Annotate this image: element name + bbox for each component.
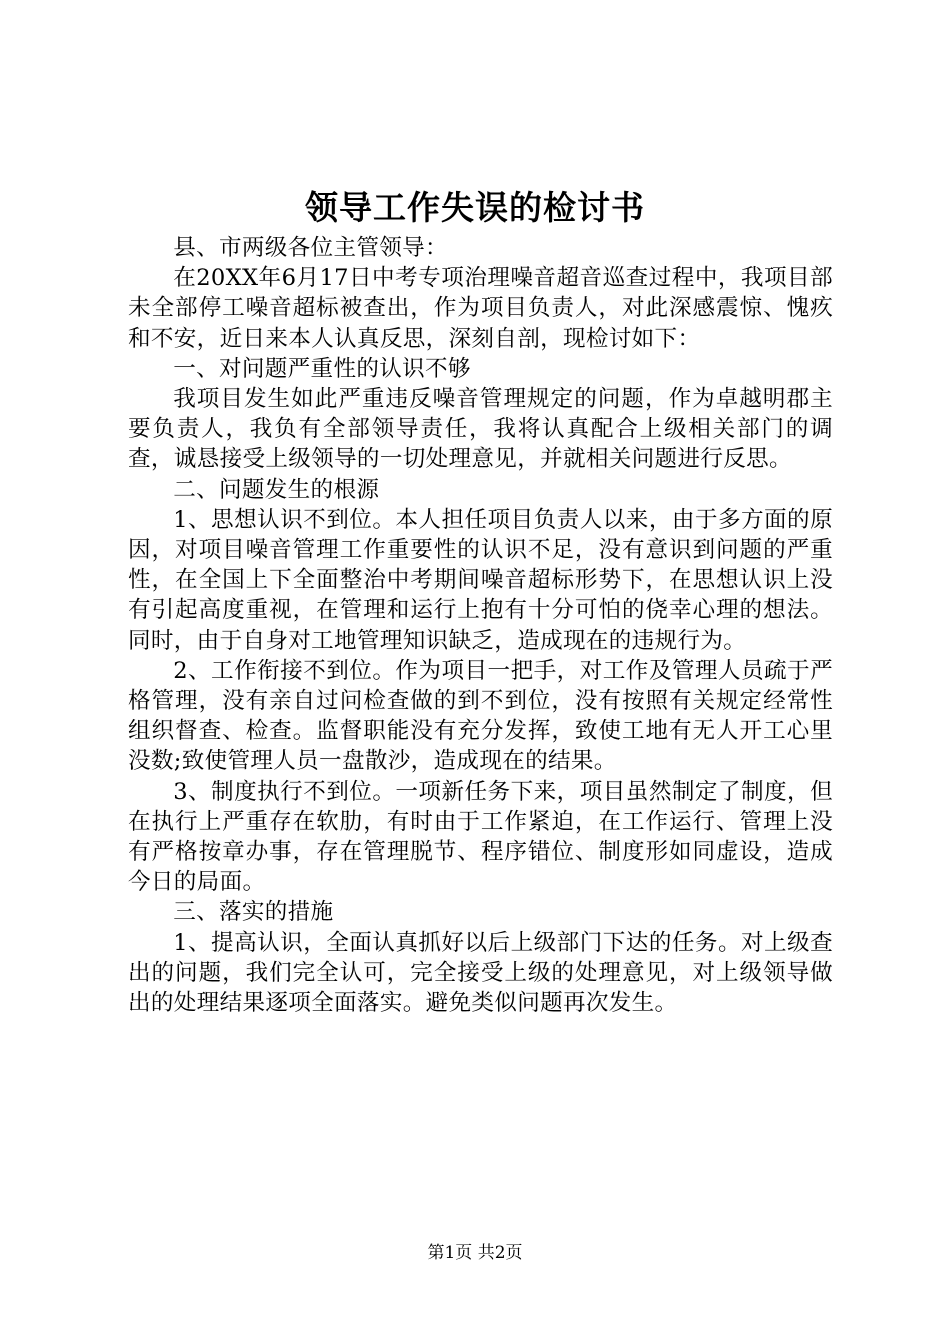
section-1-paragraph: 我项目发生如此严重违反噪音管理规定的问题，作为卓越明郡主要负责人，我负有全部领导责任，我将认真配合上级相关部门的调查，诚恳接受上级领导的一切处理意见，并就相关问题进行反思。 bbox=[128, 386, 833, 473]
section-heading-2: 二、问题发生的根源 bbox=[173, 476, 380, 503]
intro-paragraph: 在20XX年6月17日中考专项治理噪音超音巡查过程中，我项目部未全部停工噪音超标被查出，作为项目负责人，对此深感震惊、愧疚和不安，近日来本人认真反思，深刻自剖，现检讨如下： bbox=[128, 265, 833, 352]
salutation: 县、市两级各位主管领导： bbox=[173, 235, 448, 261]
section-2-item-2: 2、工作衔接不到位。作为项目一把手，对工作及管理人员疏于严格管理，没有亲自过问检查做的到不到位，没有按照有关规定经常性组织督查、检查。监督职能没有充分发挥，致使工地有无人开工心里没数;致使管理人员一盘散沙，造成现在的结果。 bbox=[128, 657, 833, 775]
section-heading-3: 三、落实的措施 bbox=[173, 899, 334, 926]
document-body bbox=[128, 233, 833, 1018]
section-2-item-3: 3、制度执行不到位。一项新任务下来，项目虽然制定了制度，但在执行上严重存在软肋，有时由于工作紧迫，在工作运行、管理上没有严格按章办事，存在管理脱节、程序错位、制度形如同虚设，造成今日的局面。 bbox=[128, 778, 833, 896]
section-heading-1: 一、对问题严重性的认识不够 bbox=[173, 355, 471, 382]
document-title: 领导工作失误的检讨书 bbox=[305, 188, 645, 227]
section-2-item-1: 1、思想认识不到位。本人担任项目负责人以来，由于多方面的原因，对项目噪音管理工作重要性的认识不足，没有意识到问题的严重性，在全国上下全面整治中考期间噪音超标形势下，在思想认识上没有引起高度重视，在管理和运行上抱有十分可怕的侥幸心理的想法。同时，由于自身对工地管理知识缺乏，造成现在的违规行为。 bbox=[128, 506, 833, 654]
page-footer: 第1页 共2页 bbox=[427, 1243, 523, 1263]
section-3-item-1: 1、提高认识，全面认真抓好以后上级部门下达的任务。对上级查出的问题，我们完全认可，完全接受上级的处理意见，对上级领导做出的处理结果逐项全面落实。避免类似问题再次发生。 bbox=[128, 929, 833, 1017]
